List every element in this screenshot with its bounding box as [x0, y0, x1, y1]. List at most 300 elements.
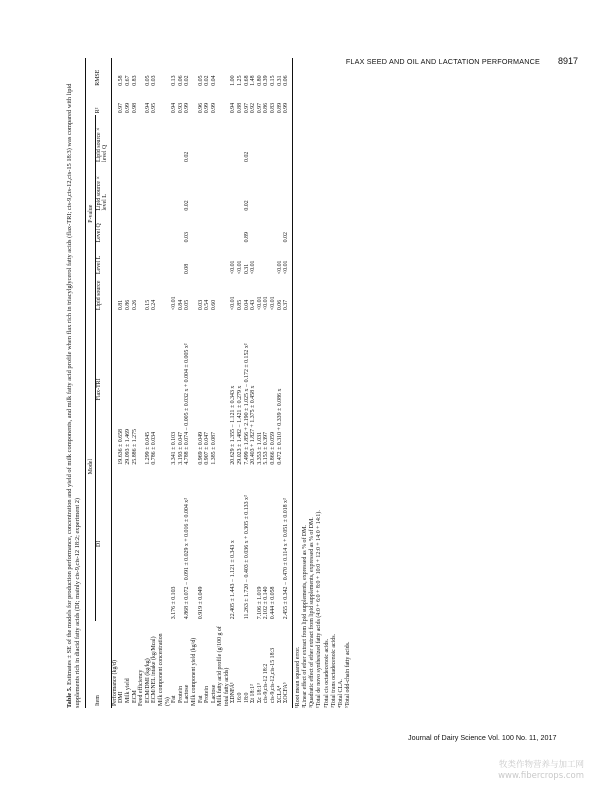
- row-pvalue-ls-level-q: [217, 115, 230, 164]
- row-item: 16:0: [237, 692, 244, 703]
- row-pvalue-ls-level-q: [257, 115, 264, 164]
- row-pvalue-ls-level-q: [111, 115, 118, 164]
- row-pvalue-level-l: [138, 244, 145, 276]
- model-group-header: Model: [86, 312, 96, 621]
- row-rmse: 0.05: [197, 75, 204, 86]
- table-body: [111, 58, 292, 708]
- row-r2: [111, 88, 118, 116]
- row-di-estimate: [145, 467, 152, 622]
- row-flaxtri-estimate: 0.907 ± 0.047: [204, 431, 211, 465]
- table-row: [125, 58, 132, 708]
- row-pvalue-ls-level-l: [145, 164, 152, 213]
- row-pvalue-level-l: [178, 244, 185, 276]
- row-flaxtri-estimate: [283, 312, 292, 467]
- row-pvalue-level-l: [118, 244, 125, 276]
- row-flaxtri-estimate: [191, 312, 198, 467]
- row-di-estimate: [118, 467, 125, 622]
- table-row: [204, 58, 211, 708]
- row-rmse: 0.05: [144, 75, 151, 86]
- row-di-estimate: [277, 467, 284, 622]
- table-row: [184, 58, 191, 708]
- row-pvalue-lipid-source: 0.85: [237, 299, 244, 311]
- row-di-estimate: [204, 467, 211, 622]
- row-pvalue-ls-level-l: [257, 164, 264, 213]
- row-pvalue-level-l: <0.01: [237, 260, 244, 275]
- row-flaxtri-estimate: 1.385 ± 0.087: [210, 431, 217, 465]
- row-pvalue-level-l: <0.01: [276, 260, 283, 275]
- row-item: cis-9,cis-12,cis-15 18:3: [270, 647, 277, 703]
- row-di-estimate: 7.106 ± 1.019: [256, 586, 263, 620]
- row-pvalue-lipid-source: <0.01: [171, 296, 178, 311]
- row-pvalue-level-q: [270, 213, 277, 245]
- row-flaxtri-estimate: 25.886 ± 1.275: [131, 429, 138, 465]
- table-row: [191, 58, 198, 708]
- row-pvalue-level-q: [211, 213, 218, 245]
- row-pvalue-lipid-source: 0.06: [276, 299, 283, 311]
- row-di-estimate: 0.919 ± 0.049: [197, 586, 204, 620]
- row-pvalue-ls-level-l: [125, 164, 132, 213]
- row-rmse: [217, 58, 230, 88]
- row-flaxtri-estimate: 20.629 ± 1.355 − 1.121 ± 0.343 x: [230, 385, 237, 465]
- row-di-estimate: [151, 467, 158, 622]
- row-pvalue-level-q: [250, 213, 257, 245]
- row-di-estimate: 22.405 ± 1.443 − 1.121 ± 0.343 x: [230, 540, 237, 620]
- blank-cell: [86, 58, 96, 88]
- row-r2: 0.83: [270, 102, 277, 114]
- running-title: FLAX SEED AND OIL AND LACTATION PERFORMANCE: [345, 57, 540, 66]
- row-pvalue-ls-level-q: [263, 115, 270, 164]
- row-flaxtri-estimate: 0.786 ± 0.034: [151, 431, 158, 465]
- row-pvalue-lipid-source: [217, 276, 230, 312]
- row-pvalue-ls-level-l: [151, 164, 158, 213]
- row-pvalue-lipid-source: 0.81: [118, 299, 125, 311]
- table-row: [138, 58, 145, 708]
- row-di-estimate: 2.102 ± 0.140: [263, 586, 270, 620]
- row-r2: 0.99: [210, 102, 217, 114]
- row-di-estimate: [217, 467, 230, 622]
- row-pvalue-ls-level-q: 0.02: [184, 151, 191, 162]
- row-pvalue-lipid-source: <0.01: [256, 296, 263, 311]
- row-item: ΣCLA⁴: [276, 685, 283, 703]
- row-pvalue-ls-level-q: [230, 115, 237, 164]
- row-di-estimate: [211, 467, 218, 622]
- row-pvalue-ls-level-q: [138, 115, 145, 164]
- row-pvalue-level-l: [270, 244, 277, 276]
- row-di-estimate: [138, 467, 145, 622]
- row-r2: 0.89: [276, 102, 283, 114]
- row-flaxtri-estimate: 0.472 ± 0.310 + 0.339 ± 0.086 x: [276, 388, 283, 465]
- row-flaxtri-estimate: 4.788 ± 0.074 − 0.005 ± 0.032 x + 0.004 ± 0.005 x²: [184, 343, 191, 465]
- row-pvalue-level-l: [191, 244, 198, 276]
- table-row: [111, 58, 118, 708]
- row-pvalue-ls-level-q: [132, 115, 139, 164]
- row-pvalue-level-q: [191, 213, 198, 245]
- table-row: [217, 58, 230, 708]
- row-flaxtri-estimate: 3.341 ± 0.103: [171, 431, 178, 465]
- row-flaxtri-estimate: 1.299 ± 0.045: [144, 431, 151, 465]
- row-pvalue-level-q: [138, 213, 145, 245]
- row-item: Protein: [204, 685, 211, 703]
- row-pvalue-level-l: <0.01: [283, 244, 292, 276]
- row-pvalue-level-l: <0.01: [230, 260, 237, 275]
- row-pvalue-level-q: [132, 213, 139, 245]
- row-di-estimate: [250, 467, 257, 622]
- row-pvalue-level-l: 0.31: [243, 263, 250, 275]
- row-flaxtri-estimate: 5.153 ± 0.397: [263, 431, 270, 465]
- row-pvalue-level-q: [178, 213, 185, 245]
- row-pvalue-ls-level-l: [132, 164, 139, 213]
- row-item: ECM/NEL intake (kg/Mcal): [151, 636, 158, 703]
- row-item: Fat: [197, 695, 204, 703]
- row-rmse: 0.31: [276, 75, 283, 86]
- row-r2: [191, 88, 198, 116]
- row-pvalue-level-l: [111, 244, 118, 276]
- row-pvalue-ls-level-l: 0.02: [184, 200, 191, 211]
- blank-cell: [86, 621, 96, 708]
- row-pvalue-level-l: 0.08: [184, 263, 191, 275]
- row-r2: 0.97: [243, 102, 250, 114]
- row-r2: 0.94: [171, 102, 178, 114]
- row-di-estimate: [191, 467, 198, 622]
- row-pvalue-lipid-source: 0.84: [177, 299, 184, 311]
- row-rmse: 1.48: [250, 75, 257, 86]
- row-item: 18:0: [243, 692, 250, 703]
- table-row: [158, 58, 171, 708]
- row-pvalue-level-q: 0.89: [243, 232, 250, 243]
- row-pvalue-lipid-source: 0.86: [124, 299, 131, 311]
- row-item: ECM/DMI (kg/kg): [144, 658, 151, 703]
- row-pvalue-ls-level-q: [211, 115, 218, 164]
- footnote: ⁴Total CLA.: [338, 679, 345, 708]
- row-di-estimate: [158, 467, 171, 622]
- blank-cell: [86, 88, 96, 116]
- ls-level-q-column-header: Lipid source × level Q: [95, 115, 111, 164]
- row-item: Lactose: [210, 684, 217, 703]
- row-rmse: 1.25: [237, 75, 244, 86]
- r2-column-header: R²: [95, 88, 111, 116]
- row-pvalue-ls-level-q: [250, 115, 257, 164]
- row-rmse: 0.02: [184, 75, 191, 86]
- row-item: ΣDNFA¹: [230, 682, 237, 703]
- row-flaxtri-estimate: 29.023 ± 1.482 − 1.421 ± 0.279 x: [237, 385, 244, 465]
- row-pvalue-lipid-source: 0.43: [250, 299, 257, 311]
- row-pvalue-level-l: [217, 244, 230, 276]
- table-row: [211, 58, 218, 708]
- table-row: [132, 58, 139, 708]
- row-pvalue-ls-level-l: [211, 164, 218, 213]
- row-pvalue-lipid-source: 0.26: [131, 299, 138, 311]
- row-pvalue-ls-level-q: [178, 115, 185, 164]
- row-pvalue-ls-level-q: [237, 115, 244, 164]
- row-rmse: 0.67: [124, 75, 131, 86]
- table-row: [230, 58, 237, 708]
- row-r2: [217, 88, 230, 116]
- row-di-estimate: [111, 467, 118, 622]
- row-pvalue-lipid-source: 0.37: [283, 276, 292, 312]
- row-pvalue-lipid-source: 0.15: [144, 299, 151, 311]
- row-pvalue-level-q: [204, 213, 211, 245]
- row-pvalue-level-q: [171, 213, 178, 245]
- watermark-line-1: 牧类作物营养与加工网: [498, 760, 584, 770]
- row-pvalue-level-l: [132, 244, 139, 276]
- row-pvalue-level-l: [257, 244, 264, 276]
- row-item: Fat: [171, 695, 178, 703]
- row-pvalue-level-q: [198, 213, 205, 245]
- row-pvalue-lipid-source: 0.54: [204, 299, 211, 311]
- journal-footer: Journal of Dairy Science Vol. 100 No. 11, 2017: [408, 733, 557, 742]
- row-pvalue-ls-level-l: [217, 164, 230, 213]
- row-pvalue-level-q: [111, 213, 118, 245]
- row-flaxtri-estimate: 0.969 ± 0.049: [197, 431, 204, 465]
- rotated-table-block: [66, 58, 546, 708]
- row-r2: 0.97: [256, 102, 263, 114]
- row-r2: 0.96: [197, 102, 204, 114]
- row-di-estimate: 11.263 ± 1.720 − 0.403 ± 0.036 x + 0.305 ± 0.133 x²: [243, 495, 250, 620]
- row-pvalue-level-q: [145, 213, 152, 245]
- row-item: Feed efficiency: [138, 669, 145, 706]
- row-di-estimate: 4.868 ± 0.072 − 0.091 ± 0.029 x + 0.016 ± 0.004 x²: [184, 498, 191, 620]
- row-di-estimate: 3.176 ± 0.103: [171, 586, 178, 620]
- row-pvalue-level-q: [237, 213, 244, 245]
- table-row: [250, 58, 257, 708]
- row-flaxtri-estimate: 0.866 ± 0.059: [270, 431, 277, 465]
- row-pvalue-level-q: [118, 213, 125, 245]
- table-row: [237, 58, 244, 708]
- row-pvalue-ls-level-q: [277, 115, 284, 164]
- item-column-header: Item: [95, 621, 111, 708]
- row-pvalue-ls-level-q: [118, 115, 125, 164]
- row-pvalue-ls-level-l: [263, 164, 270, 213]
- table-row: [283, 58, 292, 708]
- row-item: cis-9,cis-12 18:2: [263, 663, 270, 703]
- row-rmse: 0.06: [283, 58, 292, 88]
- row-pvalue-ls-level-q: [283, 115, 292, 164]
- row-flaxtri-estimate: [158, 312, 171, 467]
- row-pvalue-ls-level-l: [178, 164, 185, 213]
- di-column-header: DI: [95, 467, 111, 622]
- row-pvalue-ls-level-q: [198, 115, 205, 164]
- pvalue-group-header: P-value: [86, 115, 96, 312]
- row-item: ΣOCFA⁵: [283, 621, 292, 708]
- row-pvalue-ls-level-q: [171, 115, 178, 164]
- row-pvalue-ls-level-l: [118, 164, 125, 213]
- row-flaxtri-estimate: 20.403 + 1.827 + 1.375 ± 0.458 x: [250, 385, 257, 465]
- lipid-source-column-header: Lipid source: [95, 276, 111, 312]
- table-row: [263, 58, 270, 708]
- row-pvalue-lipid-source: [158, 276, 171, 312]
- level-q-column-header: Level Q: [95, 213, 111, 245]
- watermark-line-2: www.fibercrops.com: [498, 771, 584, 781]
- row-pvalue-lipid-source: <0.01: [230, 296, 237, 311]
- row-pvalue-ls-level-l: [111, 164, 118, 213]
- row-rmse: 0.58: [118, 75, 125, 86]
- row-flaxtri-estimate: [138, 312, 145, 467]
- row-pvalue-ls-level-l: [171, 164, 178, 213]
- row-pvalue-ls-level-q: [158, 115, 171, 164]
- table-caption-label: Table 5.: [66, 686, 73, 708]
- page-number: 8917: [557, 56, 578, 66]
- row-pvalue-lipid-source: 0.04: [243, 299, 250, 311]
- row-di-estimate: [125, 467, 132, 622]
- row-item: Protein: [177, 685, 184, 703]
- footnote: ²Total cis octadecenoic acids.: [323, 638, 330, 708]
- row-pvalue-level-l: [198, 244, 205, 276]
- row-pvalue-ls-level-l: [250, 164, 257, 213]
- row-pvalue-ls-level-l: [270, 164, 277, 213]
- table-row: [270, 58, 277, 708]
- table-row: [118, 58, 125, 708]
- footnote: ³Total trans octadecenoic acids.: [330, 634, 337, 708]
- row-pvalue-level-l: <0.01: [250, 260, 257, 275]
- row-rmse: 0.13: [171, 75, 178, 86]
- row-pvalue-level-q: 0.03: [184, 232, 191, 243]
- row-flaxtri-estimate: 3.193 ± 0.047: [177, 431, 184, 465]
- row-rmse: 0.03: [151, 75, 158, 86]
- row-pvalue-ls-level-l: [277, 164, 284, 213]
- row-rmse: 0.80: [256, 75, 263, 86]
- row-r2: 0.95: [151, 102, 158, 114]
- row-pvalue-ls-level-l: [138, 164, 145, 213]
- table-row: [171, 58, 178, 708]
- table-caption: [66, 58, 82, 708]
- row-rmse: [191, 58, 198, 88]
- row-r2: 0.99: [124, 102, 131, 114]
- row-pvalue-level-q: [263, 213, 270, 245]
- table-footnotes: [295, 58, 353, 708]
- row-pvalue-lipid-source: 0.05: [184, 299, 191, 311]
- row-di-estimate: 0.444 ± 0.058: [270, 586, 277, 620]
- row-pvalue-ls-level-q: [270, 115, 277, 164]
- row-di-estimate: [237, 467, 244, 622]
- row-r2: 0.94: [144, 102, 151, 114]
- results-table: [85, 58, 293, 708]
- row-r2: 0.99: [204, 102, 211, 114]
- table-row: [198, 58, 205, 708]
- row-pvalue-lipid-source: 0.24: [151, 299, 158, 311]
- row-rmse: [111, 58, 118, 88]
- row-pvalue-level-l: [125, 244, 132, 276]
- row-flaxtri-estimate: 3.353 ± 1.031: [256, 431, 263, 465]
- row-rmse: 0.68: [243, 75, 250, 86]
- row-rmse: 0.39: [263, 75, 270, 86]
- row-pvalue-lipid-source: [191, 276, 198, 312]
- row-pvalue-ls-level-l: [283, 164, 292, 213]
- row-pvalue-ls-level-q: [125, 115, 132, 164]
- row-pvalue-level-q: [125, 213, 132, 245]
- rmse-column-header: RMSE: [95, 58, 111, 88]
- row-pvalue-level-l: [158, 244, 171, 276]
- table-row: [257, 58, 264, 708]
- row-di-estimate: 2.455 ± 0.342 − 0.470 ± 0.114 x + 0.051 ± 0.018 x²: [283, 467, 292, 622]
- row-r2: [138, 88, 145, 116]
- ls-level-l-column-header: Lipid source × level L: [95, 164, 111, 213]
- footnote: ¹Root mean squared error.: [294, 646, 301, 708]
- row-rmse: 0.06: [177, 75, 184, 86]
- table-row: [244, 58, 251, 708]
- footnote: ⁵Total odd-chain fatty acids.: [345, 641, 352, 708]
- row-pvalue-ls-level-l: [230, 164, 237, 213]
- row-rmse: 1.00: [230, 75, 237, 86]
- row-pvalue-level-l: [263, 244, 270, 276]
- row-item: Milk yield: [124, 678, 131, 703]
- row-item: Σc 18:1³: [256, 683, 263, 703]
- row-r2: 0.94: [230, 102, 237, 114]
- flaxtri-column-header: Flax-TRI: [95, 312, 111, 467]
- table-row: [178, 58, 185, 708]
- row-pvalue-lipid-source: <0.01: [270, 296, 277, 311]
- footnote: ²Linear effect of ether extract from lipid supplements, expressed as % of DM.: [302, 525, 309, 708]
- row-flaxtri-estimate: 29.093 ± 1.469: [124, 429, 131, 465]
- row-pvalue-level-l: [211, 244, 218, 276]
- row-r2: 0.99: [184, 102, 191, 114]
- row-item: Performance (kg/d): [111, 660, 118, 706]
- row-item: DMI: [118, 691, 125, 703]
- row-rmse: 0.15: [270, 75, 277, 86]
- row-pvalue-ls-level-q: [204, 115, 211, 164]
- row-r2: 0.86: [263, 102, 270, 114]
- row-pvalue-level-l: [151, 244, 158, 276]
- row-rmse: [158, 58, 171, 88]
- row-item: Lactose: [184, 684, 191, 703]
- row-pvalue-ls-level-q: [151, 115, 158, 164]
- row-r2: 0.97: [118, 102, 125, 114]
- table-caption-text: Estimates ± SE of the models for production performance, concentration and yield of milk components, and milk fatty acid profile when flax rich in triacylglycerol fatty acids (flax-TRI; cis-9,cis-12,cis-15 18:3) was compared with lipid supplements rich in diacid fatty acids (DI; mainly cis-9,cis-12 18:2; experiment 2): [66, 83, 81, 708]
- row-item: Milk fatty acid profile (g/100 g of total fatty acids): [217, 626, 230, 706]
- row-di-estimate: [132, 467, 139, 622]
- row-pvalue-level-q: [257, 213, 264, 245]
- row-rmse: [138, 58, 145, 88]
- row-pvalue-lipid-source: [138, 276, 145, 312]
- row-r2: 0.93: [177, 102, 184, 114]
- row-pvalue-level-q: [277, 213, 284, 245]
- row-pvalue-ls-level-q: 0.02: [243, 151, 250, 162]
- level-l-column-header: Level L: [95, 244, 111, 276]
- row-flaxtri-estimate: 19.636 ± 0.658: [118, 429, 125, 465]
- row-pvalue-level-q: [230, 213, 237, 245]
- row-pvalue-level-q: [158, 213, 171, 245]
- row-pvalue-ls-level-l: [204, 164, 211, 213]
- row-pvalue-ls-level-l: [198, 164, 205, 213]
- row-pvalue-ls-level-l: [237, 164, 244, 213]
- row-r2: 0.98: [131, 102, 138, 114]
- row-pvalue-ls-level-q: [191, 115, 198, 164]
- table-row: [145, 58, 152, 708]
- row-pvalue-level-l: [204, 244, 211, 276]
- row-pvalue-lipid-source: 0.03: [197, 299, 204, 311]
- row-pvalue-level-q: [151, 213, 158, 245]
- row-rmse: 0.83: [131, 75, 138, 86]
- table-row: [277, 58, 284, 708]
- row-pvalue-ls-level-l: 0.02: [243, 200, 250, 211]
- row-r2: 0.92: [250, 102, 257, 114]
- row-rmse: 0.04: [210, 75, 217, 86]
- row-pvalue-level-q: [217, 213, 230, 245]
- row-item: ECM: [131, 690, 138, 703]
- row-flaxtri-estimate: [217, 312, 230, 467]
- row-pvalue-ls-level-l: [158, 164, 171, 213]
- row-flaxtri-estimate: 7.499 ± 1.856 + 2.190 ± 1.025 x − 0.172 ± 0.152 x²: [243, 343, 250, 465]
- row-pvalue-level-l: [171, 244, 178, 276]
- row-item: Milk component yield (kg/d): [190, 637, 197, 706]
- row-item: Σt 18:1²: [250, 684, 257, 703]
- watermark: [498, 760, 584, 782]
- row-rmse: 0.02: [204, 75, 211, 86]
- row-item: Milk component concentration (%): [157, 633, 171, 706]
- row-pvalue-level-q: 0.02: [283, 213, 292, 245]
- row-flaxtri-estimate: [111, 312, 118, 467]
- row-pvalue-lipid-source: <0.01: [263, 296, 270, 311]
- row-pvalue-ls-level-q: [145, 115, 152, 164]
